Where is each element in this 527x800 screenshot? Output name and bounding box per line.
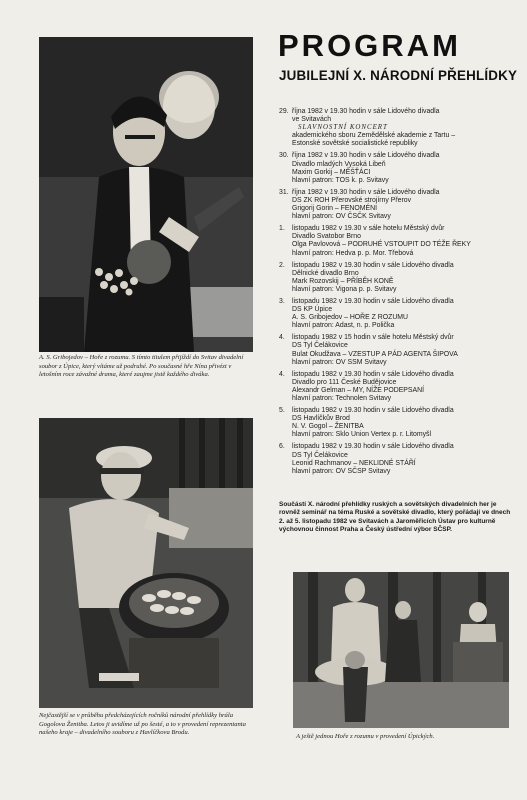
event-line: hlavní patron: OV SČSP Svitavy	[292, 467, 391, 475]
event-date-number: 3.	[279, 297, 285, 305]
event-date-number: 31.	[279, 188, 289, 196]
event-line: listopadu 1982 v 19.30 hodin v sále Lidového divadla	[292, 261, 454, 269]
event-date-number: 5.	[279, 407, 285, 415]
event-line: N. V. Gogol – ŽENITBA	[292, 423, 364, 431]
event-line: hlavní patron: OV SSM Svitavy	[292, 358, 387, 366]
event-line: Alexandr Gelman – MY, NÍŽE PODEPSANÍ	[292, 386, 424, 394]
page-title: PROGRAM	[278, 28, 461, 63]
event-date-number: 6.	[279, 443, 285, 451]
event-date-number: 4.	[279, 334, 285, 342]
event-line: Bulat Okudžava – VZESTUP A PÁD AGENTA ŠIPOVA	[292, 350, 458, 358]
event-line: Divadlo Svatobor Brno	[292, 233, 361, 241]
theatre-scene-illustration	[39, 418, 253, 708]
event-line: Estonské sovětské socialistické republiky	[292, 140, 418, 148]
theatre-scene-illustration	[39, 37, 253, 352]
seminar-summary: Součástí X. národní přehlídky ruských a sovětských divadelních her je rovněž seminář na téma Ruské a sovětské divadlo, který pořádají ve dnech 2. až 5. listopadu 1982 ve Svitavách a Jaroměřicích Ústav pro kulturně výchovnou činnost Praha a Český ústřední výbor SČSP.	[279, 501, 511, 534]
event-line: DS Tyl Čelákovice	[292, 451, 348, 459]
event-line: listopadu 1982 v 19.30 hodin v sále Lidového divadla	[292, 443, 454, 451]
event-line: DS Tyl Čelákovice	[292, 342, 348, 350]
event-line: Maxim Gorkij – MĚŠŤÁCI	[292, 168, 371, 176]
event-date-number: 4.	[279, 370, 285, 378]
event-list	[279, 108, 511, 480]
event-special-title: SLAVNOSTNÍ KONCERT	[298, 124, 388, 132]
event-line: hlavní patron: Vigona p. p. Svitavy	[292, 285, 397, 293]
event-line: Divadlo mladých Vysoká Libeň	[292, 160, 386, 168]
event-item	[279, 262, 511, 294]
event-date-number: 30.	[279, 152, 289, 160]
event-date-number: 1.	[279, 225, 285, 233]
event-line: DS KP Úpice	[292, 306, 333, 314]
event-date-number: 29.	[279, 108, 289, 115]
event-line: Divadlo pro 111 České Budějovice	[292, 378, 397, 386]
event-line: října 1982 v 19.30 hodin v sále Lidového divadla	[292, 108, 440, 115]
caption-bottom-left: Nejčastější se v průběhu předcházejících ročníků národní přehlídky hrála Gogolova Ženitba. Letos ji uvidíme už po šesté, a to v provedení reprezentanta našeho kraje – divadelního souboru z Havlíčkova Brodu.	[39, 712, 246, 737]
event-line: října 1982 v 19.30 hodin v sále Lidového divadla	[292, 152, 440, 160]
event-line: hlavní patron: OV ČSČK Svitavy	[292, 213, 391, 221]
event-line: A. S. Gribojedov – HOŘE Z ROZUMU	[292, 314, 409, 322]
event-line: hlavní patron: Adast, n. p. Polička	[292, 322, 395, 330]
event-line: Dělnické divadlo Brno	[292, 269, 359, 277]
event-line: listopadu 1982 v 19.30 hodin v sále Lidového divadla	[292, 297, 454, 305]
event-item	[279, 298, 511, 330]
event-line: listopadu 1982 v 15 hodin v sále hotelu Městský dvůr	[292, 334, 454, 342]
event-line: října 1982 v 19.30 hodin v sále Lidového divadla	[292, 188, 440, 196]
event-line: hlavní patron: Hedva p. p. Mor. Třebová	[292, 249, 414, 257]
event-line: Leonid Rachmanov – NEKLIDNÉ STÁŘÍ	[292, 459, 416, 467]
event-line: Grigorij Gorin – FENOMÉNI	[292, 205, 377, 213]
photo-top-left	[39, 37, 253, 352]
caption-top: A. S. Gribojedov – Hoře z rozumu. S tímto titulem přijíždí do Svitav divadelní soubor z Úpice, který vítáme už podruhé. Po současné hře Nína přivézt v letošním roce závažné drama, které zaujme jistě každého diváka.	[39, 354, 244, 379]
event-item	[279, 108, 511, 148]
caption-bottom-right: A ještě jednou Hoře z rozumu v provedení Úpických.	[296, 733, 435, 740]
event-line: ve Svitavách	[292, 116, 332, 124]
event-line: hlavní patron: TOS k. p. Svitavy	[292, 176, 389, 184]
photo-bottom-left	[39, 418, 253, 708]
event-line: hlavní patron: Technolen Svitavy	[292, 395, 392, 402]
page-subtitle: JUBILEJNÍ X. NÁRODNÍ PŘEHLÍDKY	[279, 68, 518, 83]
photo-bottom-right	[293, 572, 509, 728]
event-item	[279, 443, 511, 475]
event-item	[279, 225, 511, 257]
event-line: DS Havlíčkův Brod	[292, 415, 350, 423]
event-item	[279, 152, 511, 184]
event-date-number: 2.	[279, 261, 285, 269]
event-item	[279, 334, 511, 366]
event-line: akademického sboru Zemědělské akademie z Tartu –	[292, 132, 456, 140]
event-item	[279, 407, 511, 439]
theatre-scene-illustration	[293, 572, 509, 728]
event-item	[279, 371, 511, 403]
event-line: Olga Pavlovová – PODRUHÉ VSTOUPIT DO TÉŽE ŘEKY	[292, 241, 471, 249]
event-item	[279, 189, 511, 221]
event-line: Mark Rozovskij – PŘÍBĚH KONĚ	[292, 277, 394, 285]
event-line: DS ZK ROH Přerovské strojírny Přerov	[292, 196, 412, 204]
event-line: hlavní patron: Sklo Union Vertex p. r. Litomyšl	[292, 431, 432, 439]
event-line: listopadu 1982 v 19.30 hodin v sále Lidového divadla	[292, 370, 454, 378]
event-line: listopadu 1982 v 19.30 hodin v sále Lidového divadla	[292, 407, 454, 415]
event-line: listopadu 1982 v 19.30 v sále hotelu Městský dvůr	[292, 225, 445, 233]
